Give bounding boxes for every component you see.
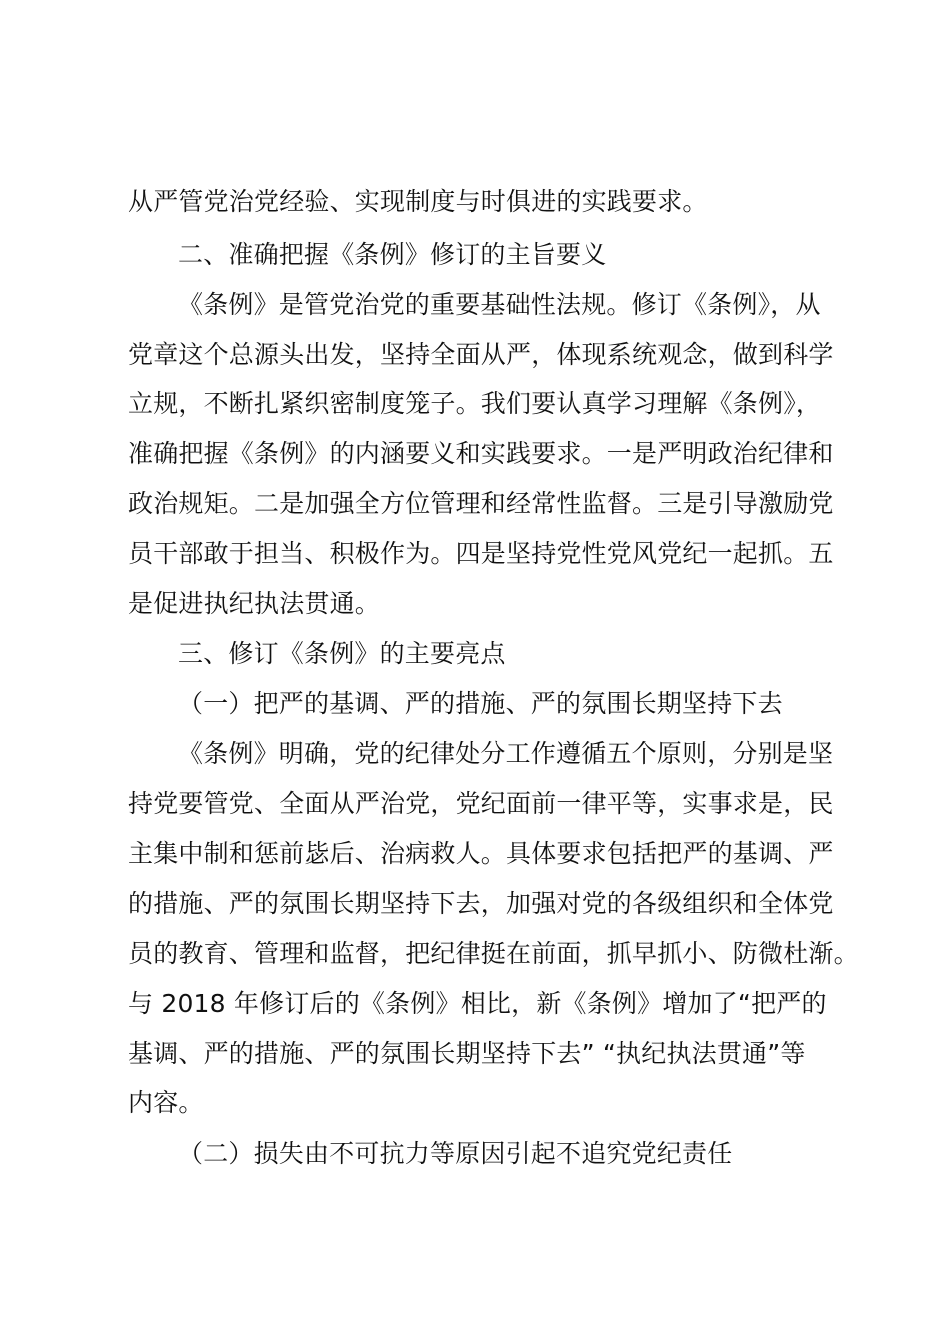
body-text-line: 党章这个总源头出发，坚持全面从严，体现系统观念，做到科学 [128,340,834,369]
body-text-line: 员的教育、管理和监督，把纪律挺在前面，抓早抓小、防微杜渐。 [128,939,859,968]
subsection-heading-2: （二）损失由不可抗力等原因引起不追究党纪责任 [178,1139,733,1168]
body-text-line: 从严管党治党经验、实现制度与时俱进的实践要求。 [128,187,708,216]
body-text-line: 员干部敢于担当、积极作为。四是坚持党性党风党纪一起抓。五 [128,539,834,568]
body-text-line: 准确把握《条例》的内涵要义和实践要求。一是严明政治纪律和 [128,439,834,468]
body-text-line: 是促进执纪执法贯通。 [128,589,381,618]
section-heading-2: 二、准确把握《条例》修订的主旨要义 [178,240,607,269]
body-text-line: 持党要管党、全面从严治党，党纪面前一律平等，实事求是，民 [128,789,834,818]
body-text-line: 主集中制和惩前毖后、治病救人。具体要求包括把严的基调、严 [128,839,834,868]
body-text-line: 《条例》是管党治党的重要基础性法规。修订《条例》，从 [178,290,821,319]
body-text-line: 基调、严的措施、严的氛围长期坚持下去” “执纪执法贯通”等 [128,1039,806,1068]
body-text-line: 立规，不断扎紧织密制度笼子。我们要认真学习理解《条例》， [128,389,822,418]
body-text-line: 与 2018 年修订后的《条例》相比，新《条例》增加了“把严的 [128,989,827,1018]
body-text-line: 内容。 [128,1088,204,1117]
section-heading-3: 三、修订《条例》的主要亮点 [178,639,506,668]
subsection-heading-1: （一）把严的基调、严的措施、严的氛围长期坚持下去 [178,689,783,718]
body-text-line: 的措施、严的氛围长期坚持下去，加强对党的各级组织和全体党 [128,889,834,918]
body-text-line: 政治规矩。二是加强全方位管理和经常性监督。三是引导激励党 [128,489,834,518]
body-text-line: 《条例》明确，党的纪律处分工作遵循五个原则，分别是坚 [178,739,834,768]
